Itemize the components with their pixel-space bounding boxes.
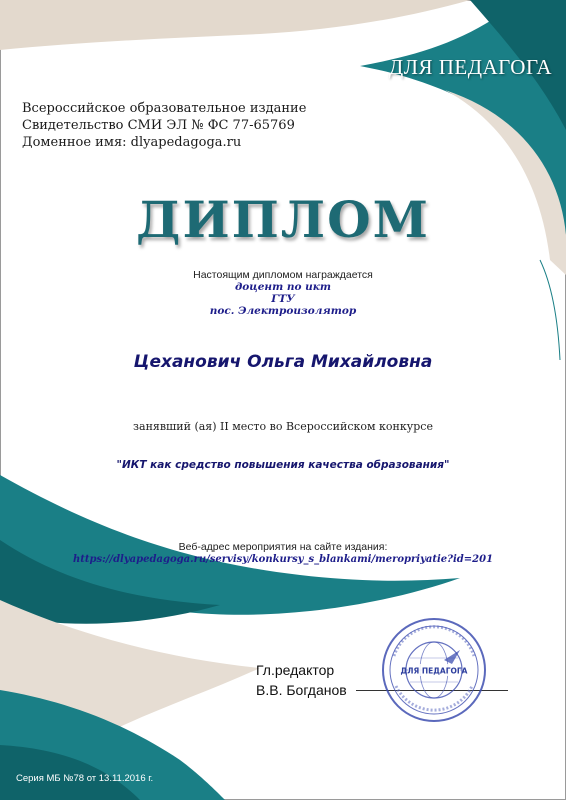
- brand-label: ДЛЯ ПЕДАГОГА: [388, 55, 552, 79]
- stamp-seal: [380, 616, 488, 724]
- result-text: занявший (ая) II место во Всероссийском конкурсе: [133, 420, 433, 433]
- event-url[interactable]: https://dlyapedagoga.ru/servisy/konkursy_s_blankami/meropriyatie?id=201: [72, 554, 494, 565]
- contest-name: "ИКТ как средство повышения качества образования": [116, 459, 450, 471]
- award-organization: ГТУ: [271, 293, 295, 305]
- editor-role: Гл.редактор: [256, 662, 335, 678]
- editor-name: В.В. Богданов: [256, 682, 347, 698]
- award-locality: пос. Электроизолятор: [209, 305, 357, 317]
- seal-text: ДЛЯ ПЕДАГОГА: [400, 666, 468, 676]
- series-number: Серия МБ №78 от 13.11.2016 г.: [16, 773, 154, 784]
- award-block: [0, 269, 566, 317]
- diploma-title: ДИПЛОМ: [135, 190, 431, 249]
- recipient-name: Цеханович Ольга Михайловна: [133, 352, 433, 372]
- publisher-line-3: Доменное имя: dlyapedagoga.ru: [22, 135, 242, 150]
- editor-block: [256, 660, 347, 700]
- award-position: доцент по икт: [235, 281, 331, 293]
- event-label: Веб-адрес мероприятия на сайте издания:: [178, 541, 388, 553]
- publisher-line-1: Всероссийское образовательное издание: [22, 101, 307, 116]
- award-intro: Настоящим дипломом награждается: [193, 269, 373, 281]
- publisher-line-2: Свидетельство СМИ ЭЛ № ФС 77-65769: [22, 118, 295, 133]
- publisher-info: [22, 100, 306, 151]
